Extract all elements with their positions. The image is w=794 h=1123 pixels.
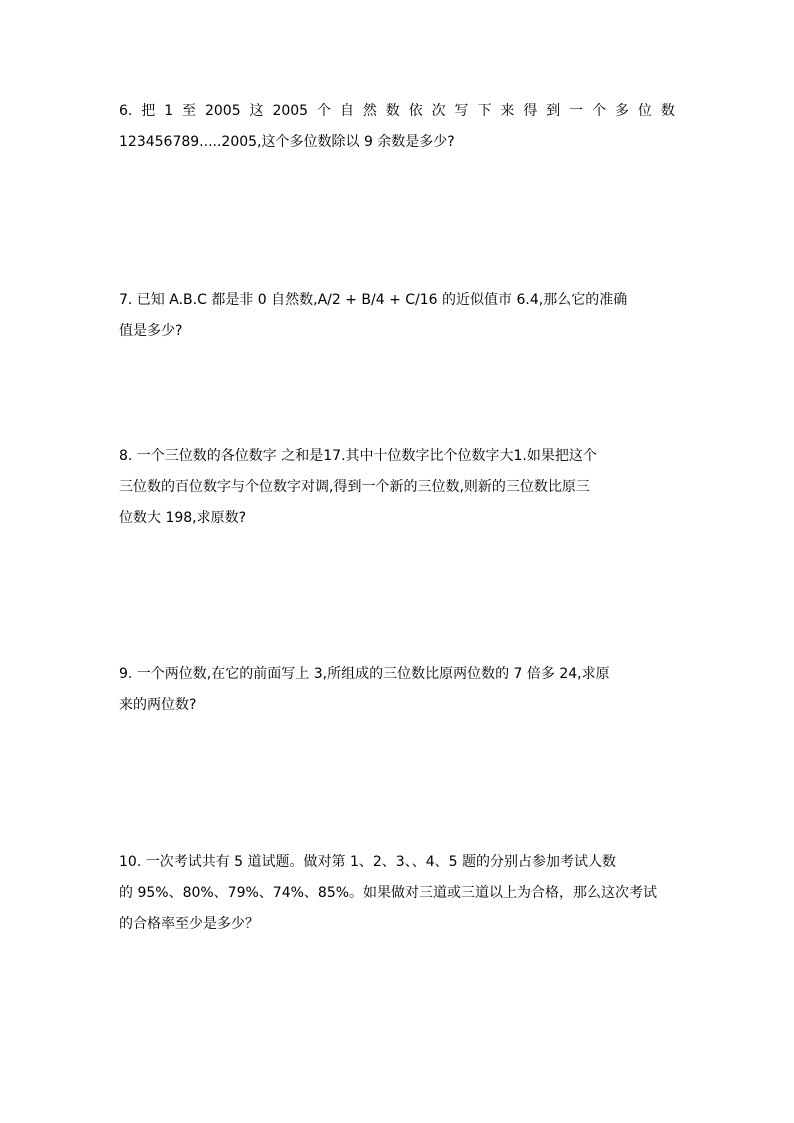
problem-8-line-2: 三位数的百位数字与个位数字对调,得到一个新的三位数,则新的三位数比原三 <box>119 479 590 495</box>
problem-10-line-3: 的合格率至少是多少？ <box>119 916 259 932</box>
problem-10-line-1: 10. 一次考试共有 5 道试题。做对第 1、2、3、、4、5 题的分别占参加考试人数 <box>119 854 616 870</box>
problem-6-line-2: 123456789.....2005,这个多位数除以 9 余数是多少? <box>119 134 455 150</box>
problem-6-token: 位 <box>637 103 652 119</box>
problem-7-line-1: 7. 已知 A.B.C 都是非 0 自然数,A/2 + B/4 + C/16 的近似值市 6.4,那么它的准确 <box>119 292 628 308</box>
problem-6-token: 数 <box>660 103 675 119</box>
problem-6-token: 多 <box>615 103 629 119</box>
problem-6-token: 数 <box>385 103 400 119</box>
problem-6-token: 至 <box>182 103 197 119</box>
problem-8-line-1: 8. 一个三位数的各位数字 之和是17.其中十位数字比个位数字大1.如果把这个 <box>119 448 597 464</box>
problem-8 <box>119 441 675 534</box>
problem-6-token: 2005 <box>272 103 309 119</box>
problem-10-line-2: 的 95%、80%、79%、74%、85%。如果做对三道或三道以上为合格，那么这次考试 <box>119 885 658 901</box>
problem-7 <box>119 285 675 347</box>
problem-9 <box>119 659 675 721</box>
problem-6-token: 写 <box>454 103 469 119</box>
problem-6-token: 自 <box>339 103 354 119</box>
problem-6-token: 下 <box>477 103 492 119</box>
problem-6-token: 个 <box>592 103 607 119</box>
problem-7-line-2: 值是多少? <box>119 323 183 339</box>
problem-6-token: 1 <box>164 103 174 119</box>
problem-6-token: 2005 <box>204 103 241 119</box>
problem-6-token: 一 <box>569 103 584 119</box>
problem-6-token: 然 <box>362 103 377 119</box>
problem-9-line-1: 9. 一个两位数,在它的前面写上 3,所组成的三位数比原两位数的 7 倍多 24,求原 <box>119 666 610 682</box>
problem-6-token: 依 <box>408 103 423 119</box>
problem-9-line-2: 来的两位数? <box>119 697 197 713</box>
problem-10 <box>119 847 675 940</box>
problem-6 <box>119 96 675 158</box>
problem-6-token: 来 <box>500 103 515 119</box>
problem-6-line-1 <box>119 96 675 127</box>
problem-6-token: 个 <box>317 103 332 119</box>
problem-6-token: 得 <box>523 103 538 119</box>
problem-6-token: 到 <box>546 103 561 119</box>
problem-6-token: 次 <box>431 103 446 119</box>
problem-6-token: 6. <box>119 103 133 119</box>
problem-6-token: 这 <box>249 103 264 119</box>
problem-8-line-3: 位数大 198,求原数? <box>119 510 247 526</box>
problem-6-token: 把 <box>141 103 156 119</box>
